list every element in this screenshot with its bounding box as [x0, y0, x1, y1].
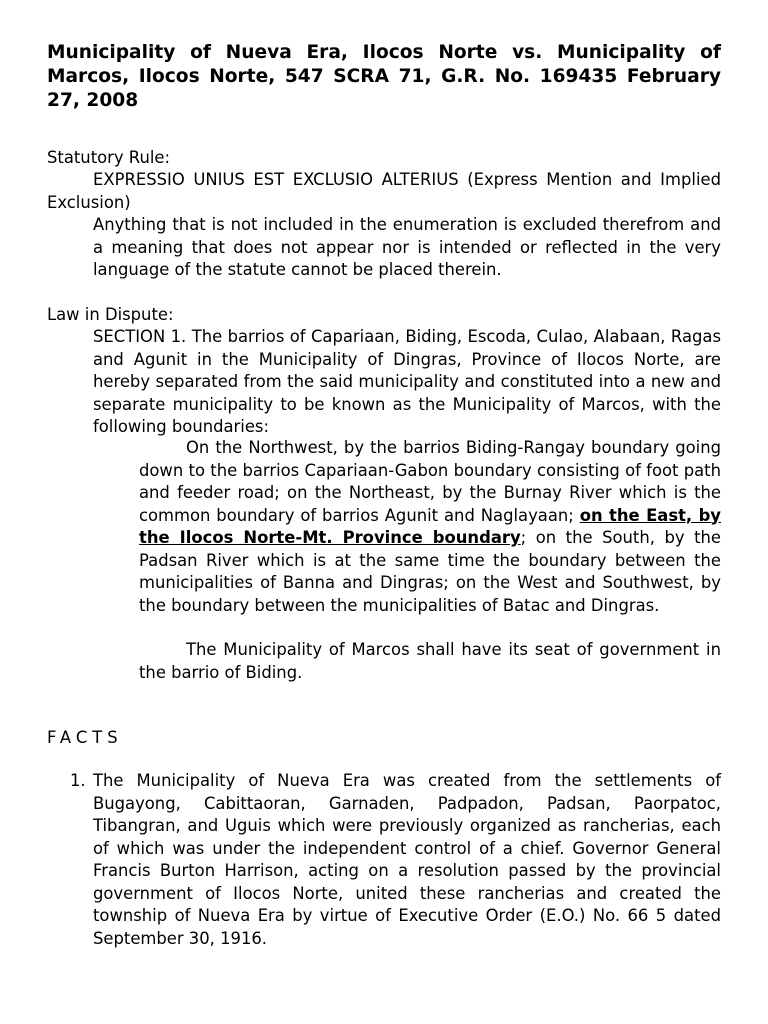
boundaries-text-after: ; on the South, by the Padsan River which is at the same time the boundary between the municipalities of Banna and Dingras; on the West and Southwest, by the boundary between the municipalities of Batac and Dingras. — [139, 528, 721, 615]
list-item — [70, 770, 721, 950]
boundaries-text-before: On the Northwest, by the barrios Biding-Rangay boundary going down to the barrios Capariaan-Gabon boundary consisting of foot path and feeder road; on the Northeast, by the Burnay River which is the common boundary of barrios Agunit and Naglayaan; — [139, 438, 721, 525]
statutory-rule-description: Anything that is not included in the enumeration is excluded therefrom and a meaning that does not appear nor is intended or reflected in the very language of the statute cannot be placed therein. — [93, 215, 721, 279]
boundaries-paragraph — [139, 437, 721, 617]
statutory-rule-label: Statutory Rule: — [47, 148, 170, 167]
facts-heading: FACTS — [47, 728, 123, 747]
list-item-text: The Municipality of Nueva Era was created from the settlements of Bugayong, Cabittaoran, Garnaden, Padpadon, Padsan, Paorpatoc, Tibangran, and Uguis which were previously organized as rancherias, each of which was under the independent control of a chief. Governor General Francis Burton Harrison, acting on a resolution passed by the provincial government of Ilocos Norte, united these rancherias and created the township of Nueva Era by virtue of Executive Order (E.O.) No. 66 5 dated September 30, 1916. — [93, 771, 721, 948]
boundaries-emphasis: on the East, by the Ilocos Norte-Mt. Province boundary — [139, 505, 721, 547]
list-item-number: 1. — [70, 771, 86, 790]
seat-of-government-paragraph: The Municipality of Marcos shall have its seat of government in the barrio of Biding. — [139, 640, 721, 682]
statutory-rule-name: EXPRESSIO UNIUS EST EXCLUSIO ALTERIUS (Express Mention and Implied Exclusion) — [47, 170, 721, 212]
law-in-dispute-label: Law in Dispute: — [47, 305, 174, 324]
case-title: Municipality of Nueva Era, Ilocos Norte vs. Municipality of Marcos, Ilocos Norte, 547 SCRA 71, G.R. No. 169435 February 27, 2008 — [47, 42, 721, 111]
law-section-text: SECTION 1. The barrios of Capariaan, Biding, Escoda, Culao, Alabaan, Ragas and Agunit in the Municipality of Dingras, Province of Ilocos Norte, are hereby separated from the said municipality and constituted into a new and separate municipality to be known as the Municipality of Marcos, with the following boundaries: — [93, 327, 721, 436]
